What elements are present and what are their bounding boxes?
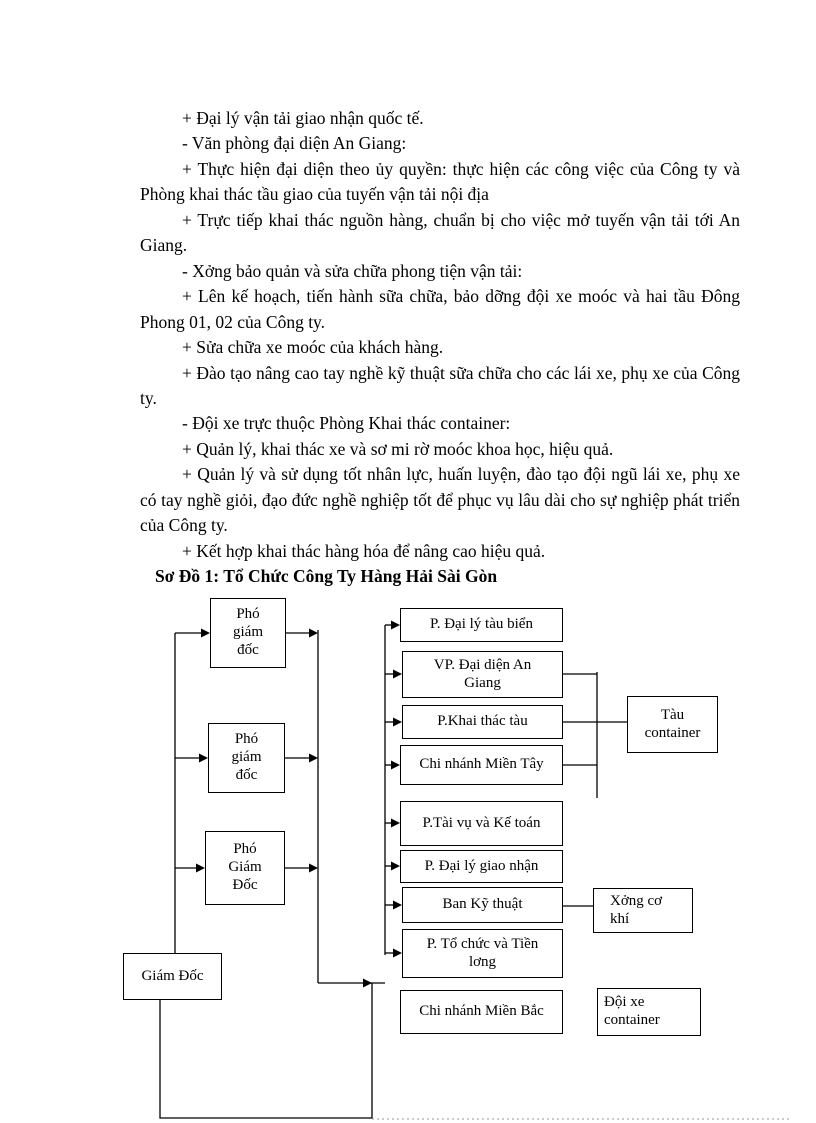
diagram-title: Sơ Đồ 1: Tổ Chức Công Ty Hàng Hải Sài Gòn (155, 566, 498, 587)
body-paragraph: + Đào tạo nâng cao tay nghề kỹ thuật sữa chữa cho các lái xe, phụ xe của Công ty. (140, 362, 740, 408)
org-box-ship-operation-dept: P.Khai thác tàu (402, 705, 563, 739)
org-box-container-ship: Tàu container (627, 696, 718, 753)
body-paragraph: - Xởng bảo quản và sửa chữa phong tiện vận tải: (182, 260, 523, 281)
body-paragraph: + Quản lý và sử dụng tốt nhân lực, huấn luyện, đào tạo đội ngũ lái xe, phụ xe có tay nghề giỏi, đạo đức nghề nghiệp tốt để phục vụ lâu dài cho sự nghiệp phát triển của Công ty. (140, 464, 740, 536)
body-paragraph: + Sửa chữa xe moóc của khách hàng. (182, 337, 444, 358)
org-box-deputy-director-3: Phó Giám Đốc (205, 831, 285, 905)
org-box-technical-board: Ban Kỹ thuật (402, 887, 563, 923)
org-box-ship-agency-dept: P. Đại lý tàu biển (400, 608, 563, 642)
body-paragraph: + Đại lý vận tải giao nhận quốc tế. (182, 108, 424, 128)
org-box-northern-branch: Chi nhánh Miền Bắc (400, 990, 563, 1034)
org-box-personnel-payroll-dept: P. Tổ chức và Tiền lơng (402, 929, 563, 978)
body-paragraph: + Lên kế hoạch, tiến hành sữa chữa, bảo dỡng đội xe moóc và hai tầu Đông Phong 01, 02 của Công ty. (140, 286, 740, 332)
org-box-forwarding-agency-dept: P. Đại lý giao nhận (400, 850, 563, 883)
org-box-mechanical-workshop: Xởng cơ khí (593, 888, 693, 933)
body-paragraph: + Quản lý, khai thác xe và sơ mi rờ moóc khoa học, hiệu quả. (182, 438, 614, 459)
org-box-director: Giám Đốc (123, 953, 222, 1000)
org-box-deputy-director-2: Phó giám đốc (208, 723, 285, 793)
body-paragraph: - Văn phòng đại diện An Giang: (182, 133, 407, 154)
body-paragraph: + Thực hiện đại diện theo ủy quyền: thực hiện các công việc của Công ty và Phòng khai thác tầu giao của tuyến vận tải nội địa (140, 158, 740, 205)
body-paragraph: + Kết hợp khai thác hàng hóa để nâng cao hiệu quả. (182, 540, 546, 561)
org-box-finance-accounting-dept: P.Tài vụ và Kế toán (400, 801, 563, 846)
org-box-an-giang-office: VP. Đại diện An Giang (402, 651, 563, 698)
org-box-western-branch: Chi nhánh Miền Tây (400, 745, 563, 785)
body-paragraph: + Trực tiếp khai thác nguồn hàng, chuẩn bị cho việc mở tuyến vận tải tới An Giang. (140, 209, 740, 256)
body-paragraph: - Đội xe trực thuộc Phòng Khai thác container: (182, 413, 511, 434)
org-box-container-truck-fleet: Đội xe container (597, 988, 701, 1036)
org-box-deputy-director-1: Phó giám đốc (210, 598, 286, 668)
